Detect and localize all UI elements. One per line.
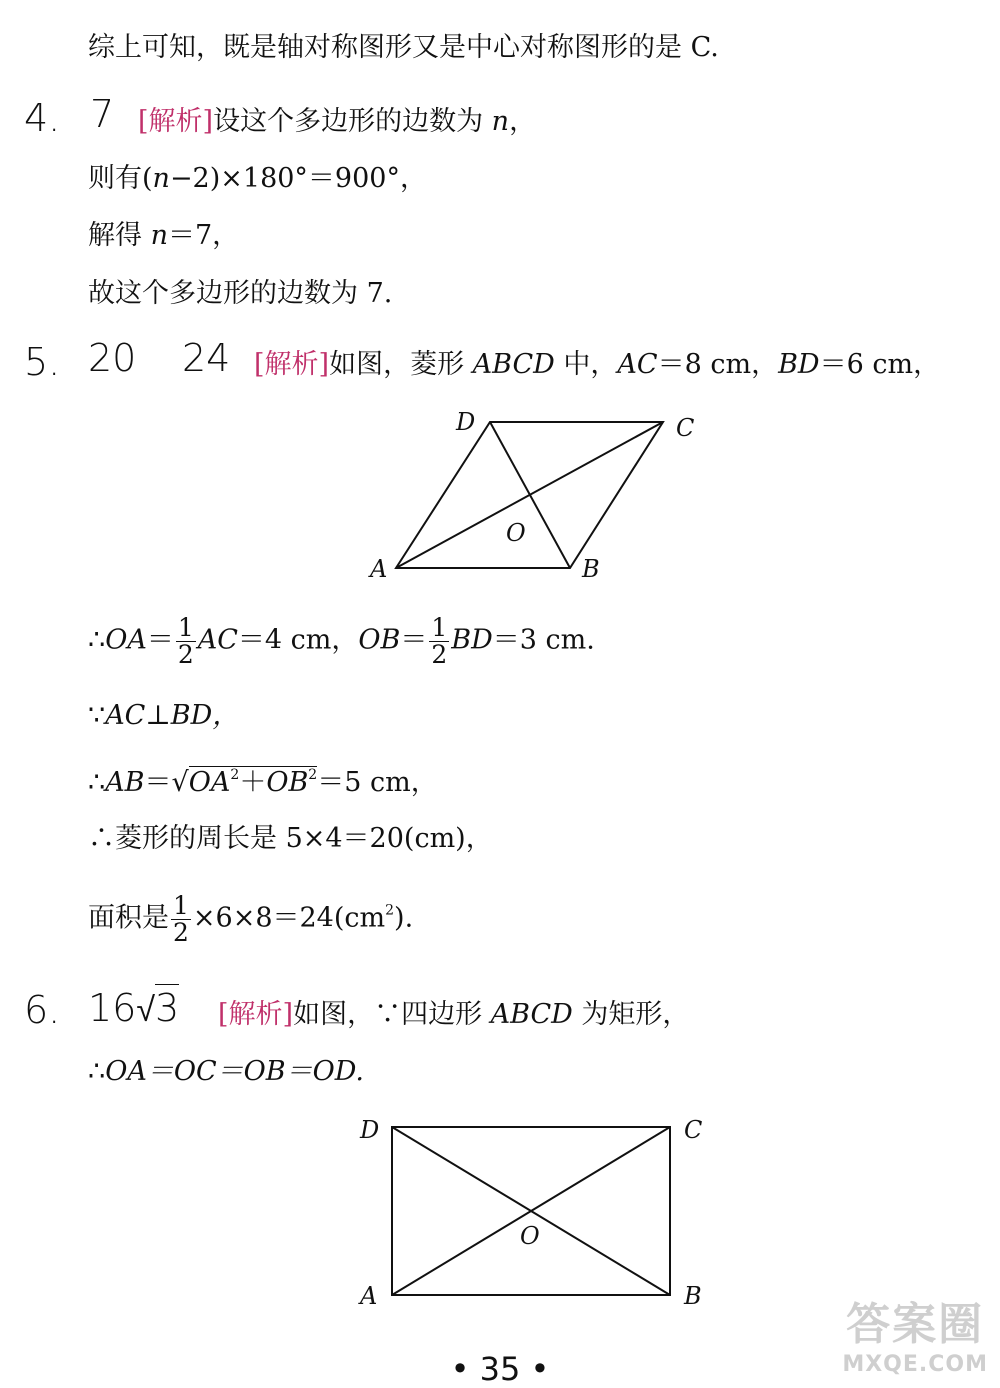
q5-step1 <box>88 615 595 667</box>
q5-intro-a: 如图，菱形 <box>329 349 473 380</box>
q5-step4: ∴菱形的周长是 5×4＝20(cm)， <box>88 823 493 854</box>
q6-answer-coef: 16 <box>88 986 137 1030</box>
q5-s1-val1: ＝4 cm， <box>237 624 359 656</box>
half-fraction <box>171 893 191 945</box>
q5-answer2: 24 <box>182 336 231 380</box>
q5-s3-plus: ＋ <box>239 767 267 798</box>
q5-s1-den2: 2 <box>431 640 448 669</box>
q5-step5 <box>88 893 413 945</box>
q4-comma: ， <box>509 106 537 137</box>
q6-answer-radicand: 3 <box>155 986 180 1030</box>
q5-s1-num1: 1 <box>177 613 194 642</box>
label-a: A <box>360 1282 378 1310</box>
q4-equation <box>88 165 427 192</box>
q4-solve <box>88 222 239 249</box>
q5-number: 5. <box>24 340 61 384</box>
sqrt-radicand <box>189 766 317 796</box>
label-o: O <box>506 519 526 547</box>
q6-intro-a: 如图，∵四边形 <box>293 999 491 1030</box>
q4-solve-n: n <box>150 220 168 251</box>
q5-s5-suffix-b: ). <box>394 902 414 934</box>
q5-s5-sq: 2 <box>385 902 395 919</box>
label-c: C <box>684 1116 703 1144</box>
q5-s1-num2: 1 <box>431 613 448 642</box>
q5-s1-eq1: ＝ <box>146 624 174 656</box>
q5-intro-line <box>254 351 940 378</box>
q5-s5-suffix-a: ×6×8＝24(cm <box>192 902 386 934</box>
q6-s1-b: OA＝OC＝OB＝OD. <box>105 1056 364 1087</box>
q5-s1-oa: OA <box>105 624 147 656</box>
q4-conclusion: 故这个多边形的边数为 7. <box>88 278 393 309</box>
q4-eq-a: 则有( <box>88 163 153 194</box>
q4-solve-b: ＝7， <box>167 220 240 251</box>
q5-s1-den1: 2 <box>177 640 194 669</box>
label-d: D <box>456 408 476 436</box>
therefore-symbol: ∴ <box>88 767 106 798</box>
q5-s1-ob: OB <box>358 624 401 656</box>
q4-eq-b: −2)×180°＝900°， <box>169 163 427 194</box>
rectangle-figure <box>350 1110 720 1315</box>
q6-radical-sign: √ <box>136 990 156 1030</box>
q6-intro-line <box>218 1001 689 1028</box>
q6-intro-abcd: ABCD <box>490 999 573 1030</box>
label-o: O <box>520 1222 540 1250</box>
diagonal-bd <box>490 422 570 568</box>
q5-s3-oa: OA <box>188 767 231 798</box>
therefore-symbol: ∴ <box>88 1056 106 1087</box>
therefore-symbol: ∴ <box>88 624 106 656</box>
q4-analysis-tag: [解析] <box>138 106 214 137</box>
q5-step2 <box>88 702 239 729</box>
watermark-bottom: MXQE.COM <box>842 1352 988 1377</box>
watermark-top: 答案圈 <box>846 1299 985 1350</box>
q5-intro-abcd: ABCD <box>472 349 555 380</box>
q5-s5-den: 2 <box>173 918 189 947</box>
watermark-logo <box>842 1288 988 1377</box>
q4-answer: 7 <box>90 92 115 136</box>
q5-s1-ac: AC <box>197 624 238 656</box>
q5-s3-sq1: 2 <box>230 767 240 783</box>
q5-intro-c: 中， <box>554 349 618 380</box>
q4-solve-a: 解得 <box>88 220 151 251</box>
half-fraction <box>176 615 196 667</box>
q5-s3-val: ＝5 cm， <box>317 767 438 798</box>
q5-intro-e: ＝8 cm， <box>657 349 779 380</box>
q5-s1-bd: BD <box>451 624 493 656</box>
q5-answer1: 20 <box>88 336 137 380</box>
q5-intro-ac: AC <box>617 349 658 380</box>
q5-intro-bd: BD <box>778 349 820 380</box>
q5-s3-eq: ＝√ <box>144 767 189 798</box>
q6-intro-c: 为矩形， <box>572 999 690 1030</box>
label-a: A <box>370 555 388 583</box>
q5-s3-ab: AB <box>105 767 145 798</box>
label-b: B <box>684 1282 702 1310</box>
q4-number: 4. <box>24 96 61 140</box>
q4-intro: 设这个多边形的边数为 <box>213 106 484 137</box>
q4-intro-line <box>138 108 536 135</box>
label-c: C <box>676 414 695 442</box>
q6-analysis-tag: [解析] <box>218 999 294 1030</box>
q3-conclusion: 综上可知，既是轴对称图形又是中心对称图形的是 C. <box>88 32 719 63</box>
q6-number: 6. <box>24 988 61 1032</box>
q5-s5-num: 1 <box>173 891 189 920</box>
page-number: • 35 • <box>450 1350 550 1388</box>
rhombus-figure <box>360 400 710 590</box>
half-fraction <box>429 615 449 667</box>
q6-step1 <box>88 1058 364 1085</box>
q6-answer <box>88 984 179 1030</box>
label-b: B <box>582 555 600 583</box>
because-symbol: ∵ <box>88 700 106 731</box>
q5-intro-g: ＝6 cm， <box>819 349 941 380</box>
q5-s1-eq2: ＝ <box>400 624 428 656</box>
q5-analysis-tag: [解析] <box>254 349 330 380</box>
q5-s2-text: AC⊥BD， <box>105 700 240 731</box>
q5-s5-prefix: 面积是 <box>88 902 169 934</box>
q4-eq-n: n <box>152 163 170 194</box>
q5-s1-val2: ＝3 cm. <box>492 624 595 656</box>
q5-s3-sq2: 2 <box>308 767 318 783</box>
q5-s3-ob: OB <box>266 767 309 798</box>
label-d: D <box>360 1116 380 1144</box>
q5-step3 <box>88 766 438 796</box>
q4-var-n: n <box>491 106 510 137</box>
